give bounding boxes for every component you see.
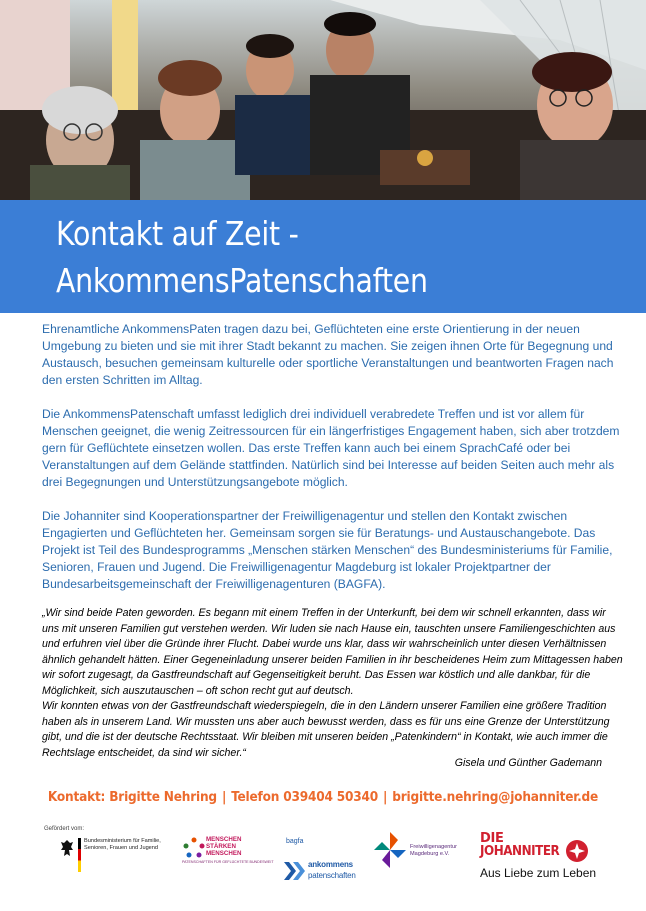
title-banner: [0, 200, 646, 313]
msm-line-2: STÄRKEN: [206, 843, 236, 850]
quote-paragraph-2: Wir konnten etwas von der Gastfreundschaft wiederspiegeln, die in den Ländern unserer Familien eine größere Tradition haben als in unserem Land. Wir mussten uns aber auch bewusst werden, dass es für uns eine Grenze der Unterstützung gibt, und die ist der deutsche Rechtsstaat. Wir bleiben mit unseren beiden „Patenkindern“ in Kontakt, wie auch immer die Rechtslage entscheidet, da sind wir sicher.“: [42, 700, 610, 759]
page-title: [56, 210, 428, 304]
msm-subtitle: PATENSCHAFTEN FÜR GEFLÜCHTETE BUNDESWEIT: [182, 860, 274, 864]
contact-email[interactable]: brigitte.nehring@johanniter.de: [392, 789, 599, 805]
separator: |: [383, 789, 388, 805]
quote-signature: Gisela und Günther Gademann: [454, 757, 602, 769]
bagfa-ankommens: ankommens: [308, 860, 353, 869]
msm-label: [206, 836, 241, 857]
fam-line-1: Freiwilligenagentur: [410, 844, 457, 850]
testimonial-quote: [42, 606, 624, 761]
contact-line: [0, 789, 646, 805]
johanniter-tagline: Aus Liebe zum Leben: [480, 866, 597, 880]
johanniter-cross-icon: [566, 840, 588, 862]
fam-line-2: Magdeburg e.V.: [410, 851, 450, 857]
separator: |: [221, 789, 227, 805]
paragraph-3: Die Johanniter sind Kooperationspartner der Freiwilligenagentur und stellen den Kontakt zwischen Engagierten und Geflüchteten her. Gemeinsam sorgen sie für Beratungs- und Austauschangebote. Das Projekt ist Teil des Bundesprogramms „Menschen stärken Menschen“ des Bundesministeriums für Familie, Senioren, Frauen und Jugend. Die Freiwilligenagentur Magdeburg ist lokaler Projektpartner der Bundesarbeitsgemeinschaft der Freiwilligenagenturen (BAGFA).: [42, 509, 613, 591]
contact-phone[interactable]: Telefon 039404 50340: [231, 789, 379, 805]
contact-name: Kontakt: Brigitte Nehring: [47, 789, 217, 805]
msm-line-3: MENSCHEN: [206, 850, 242, 857]
bagfa-label: bagfa: [286, 838, 304, 845]
quote-paragraph-1: „Wir sind beide Paten geworden. Es begann mit einem Treffen in der Unterkunft, bei dem wir schnell erkannten, dass wir uns mit unseren Familien gut verstehen werden. Wir luden sie nach Hause ein, tauschten unsere Familiengeschichten aus und erfuhren viel über die Gründe ihrer Flucht. Dabei wurde uns klar, dass wir wahrscheinlich unter diesen Verhältnissen ähnlich gehandelt hätten. Einer Gegeneinladung unserer beiden Familien in ihr bescheidenes Heim zum Mittagessen haben wir sofort zugesagt, da Gastfreundschaft auf Gegenseitigkeit beruht. Das Essen war köstlich und alle dankbar, für die Möglichkeit, sich auszutauschen – oft schon recht gut auf deutsch.: [42, 607, 623, 697]
menschen-staerken-menschen-logo: [180, 832, 280, 882]
flag-bars: [78, 838, 81, 872]
paragraph-2: Die AnkommensPatenschaft umfasst lediglich drei individuell verabredete Treffen und ist vor allem für Menschen geeignet, die wenig Zeitressourcen für ein längerfristiges Engagement haben, sich aber trotzdem gern für Geflüchtete einsetzen wollen. Das erste Treffen kann auch bei einem SprachCafé oder bei Veranstaltungen auf dem Gelände stattfinden. Natürlich sind bei Interesse auf beiden Seiten auch mehr als drei Begegnungen und Unterstützungsangebote möglich.: [42, 407, 620, 489]
freiwilligenagentur-logo: [370, 828, 470, 878]
paragraph-1: Ehrenamtliche AnkommensPaten tragen dazu bei, Geflüchteten eine erste Orientierung in der neuen Umgebung zu bieten und sie mit ihrer Stadt bekannt zu machen. Sie zeigen ihnen Orte für Begegnung und Austausch, besuchen gemeinsam kulturelle oder sportliche Veranstaltungen und beantworten Fragen nach den ersten Schritten im Alltag.: [42, 322, 614, 387]
johanniter-logo: [478, 830, 608, 884]
funded-by-label: Gefördert vom:: [44, 826, 85, 832]
intro-text: [42, 321, 622, 610]
group-photo-icon: [0, 0, 646, 200]
title-line-1: Kontakt auf Zeit -: [56, 214, 299, 253]
federal-eagle-icon: [60, 838, 74, 860]
title-line-2: AnkommensPatenschaften: [56, 261, 428, 300]
bagfa-patenschaften: patenschaften: [308, 871, 356, 880]
pinwheel-icon: [372, 830, 408, 870]
bmfsfj-label: Bundesministerium für Familie, Senioren, Frauen und Jugend: [84, 838, 161, 851]
msm-line-1: MENSCHEN: [206, 836, 242, 843]
fam-label: [410, 844, 457, 858]
johanniter-name: JOHANNITER: [480, 844, 560, 859]
bagfa-logo: [282, 832, 367, 882]
people-circle-icon: [182, 836, 206, 860]
header-photo: [0, 0, 646, 200]
chevron-arrows-icon: [284, 862, 306, 880]
bmfsfj-logo: [60, 836, 170, 886]
johanniter-die: DIE: [480, 831, 504, 846]
